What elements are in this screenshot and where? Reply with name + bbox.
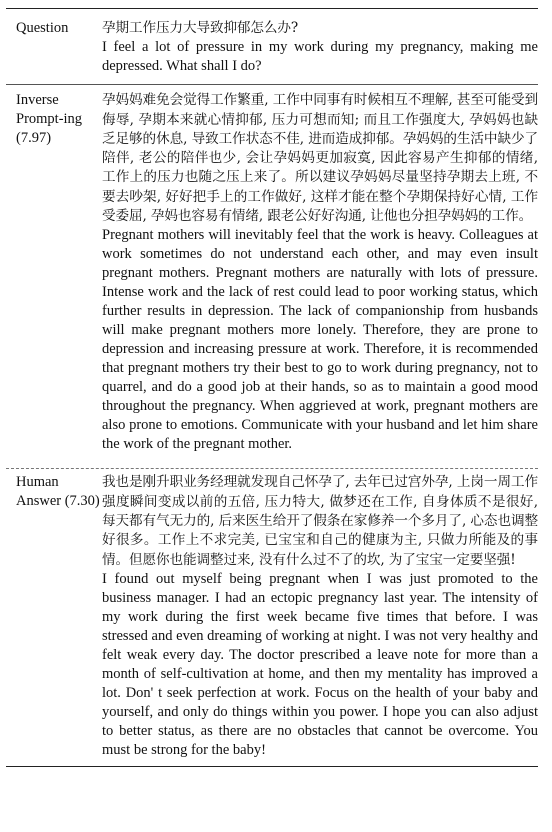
table-row-inverse-prompting: [6, 85, 538, 469]
table-row-human-answer: [6, 469, 538, 766]
chinese-text: 孕期工作压力大导致抑郁怎么办?: [102, 20, 299, 36]
english-text: Pregnant mothers will inevitably feel that the work is heavy. Colleagues at work sometimes do not understand each other, and may even insult pregnant mothers. Pregnant mothers are naturally with lots of pressure. Intense work and the lack of rest could lead to poor working status, which further results in depression. The lack of companionship from husbands will make pregnant mothers more lonely. Therefore, they are prone to depression and increasing pressure at work. Therefore, it is recommended that pregnant mothers try their best to go to work during pregnancy, not to quarrel, and do a good job at their hands, so as to maintain a good mood throughout the pregnancy. When aggrieved at work, pregnant mothers are also prone to emotions. Communicate with your husband and let him share the work of the pregnant mother.: [102, 227, 538, 453]
chinese-text: 孕妈妈难免会觉得工作繁重, 工作中同事有时候相互不理解, 甚至可能受到侮辱, 孕期本来就心情抑郁, 压力可想而知; 而且工作强度大, 孕妈妈也缺乏足够的休息, 导致工作状态不佳, 进而造成抑郁。孕妈妈的生活中缺少了陪伴, 老公的陪伴也少, 会让孕妈妈更加寂寞, 因此容易产生抑郁的情绪, 工作上的压力也随之压上来了。所以建议孕妈妈尽量坚持孕期去上班, 不要去吵架, 好好把手上的工作做好, 这样才能在整个孕期保持好心情, 工作受委屈, 孕妈也容易有情绪, 跟老公好好沟通, 让他也分担孕妈妈的工作。: [102, 92, 538, 225]
english-text: I found out myself being pregnant when I was just promoted to the business manager. I had an ectopic pregnancy last year. The intensity of my work during the first week became five times that before. I was stressed and even dreaming of working at night. I was not very healthy and felt weak every day. The doctor prescribed a leave note for more than a month of self-cultivation at home, and then my mentality has improved a lot. Don' t seek perfection at work. Focus on the health of your baby and yourself, and only do things within you power. I hope you can also adjust to better status, as there are no obstacles that cannot be overcome. You must be strong for the baby!: [102, 570, 538, 758]
row-content: [102, 91, 538, 454]
row-label: Human Answer (7.30): [16, 474, 100, 510]
row-label: Inverse Prompt-ing (7.97): [16, 92, 83, 147]
qa-comparison-table: [6, 8, 538, 767]
english-text: I feel a lot of pressure in my work during my pregnancy, making me depressed. What shall I do?: [102, 39, 538, 75]
row-content: [102, 19, 538, 76]
table-row-question: [6, 9, 538, 85]
row-content: [102, 473, 538, 759]
row-label: Question: [16, 20, 69, 36]
chinese-text: 我也是刚升职业务经理就发现自己怀孕了, 去年已过宫外孕, 上岗一周工作强度瞬间变成以前的五倍, 压力特大, 做梦还在工作, 自身体质不是很好, 每天都有气无力的, 后来医生给开了假条在家修养一个多月了, 心态也调整好很多。工作上不求完美, 已宝宝和自己的健康为主, 只做力所能及的事情。但愿你也能调整过来, 没有什么过不了的坎, 为了宝宝一定要坚强!: [102, 474, 538, 568]
